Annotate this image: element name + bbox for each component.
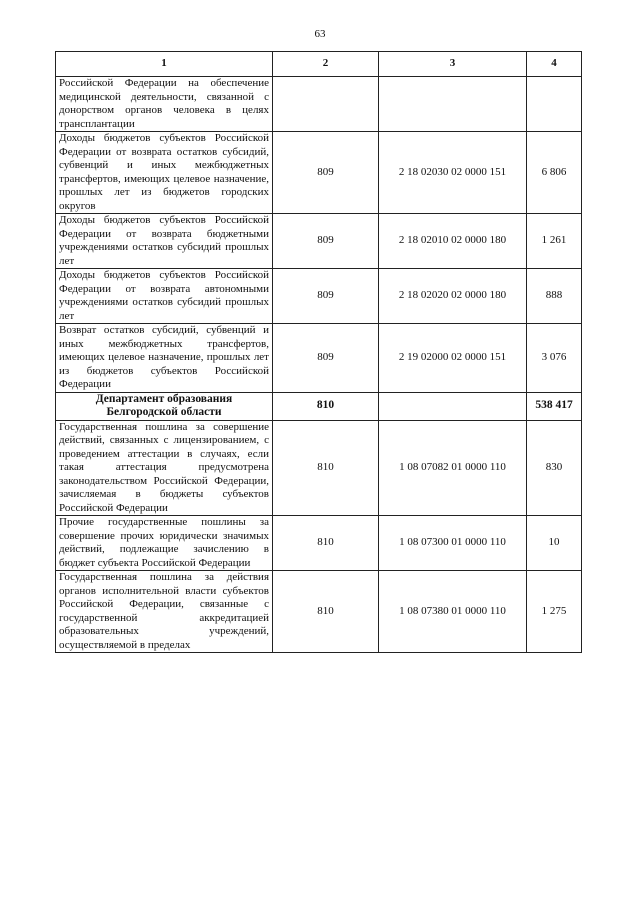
table-row (56, 324, 582, 393)
income-name: Доходы бюджетов субъектов Российской Федерации от возврата остатков субсидий, субвенций и иных межбюджетных трансфертов, имеющих целевое назначение, прошлых лет из бюджетов городских округов (56, 132, 273, 214)
revenue-table (55, 51, 582, 653)
admin-code: 809 (273, 324, 379, 393)
table-row (56, 571, 582, 653)
admin-code: 809 (273, 269, 379, 324)
table-row (56, 420, 582, 516)
budget-classification-code: 2 18 02010 02 0000 180 (379, 214, 527, 269)
table-row (56, 132, 582, 214)
budget-classification-code: 2 19 02000 02 0000 151 (379, 324, 527, 393)
admin-code: 810 (273, 420, 379, 516)
page-number: 63 (314, 28, 326, 40)
amount: 888 (527, 269, 582, 324)
budget-classification-code: 1 08 07300 01 0000 110 (379, 516, 527, 571)
admin-code: 810 (273, 392, 379, 420)
admin-code (273, 77, 379, 132)
table-row (56, 214, 582, 269)
table-row (56, 269, 582, 324)
amount: 830 (527, 420, 582, 516)
amount: 10 (527, 516, 582, 571)
income-name: Возврат остатков субсидий, субвенций и иных межбюджетных трансфертов, имеющих целевое назначение, прошлых лет из бюджетов субъектов Российской Федерации (56, 324, 273, 393)
admin-code: 810 (273, 571, 379, 653)
table-header-row (56, 52, 582, 77)
amount: 3 076 (527, 324, 582, 393)
budget-classification-code (379, 77, 527, 132)
column-header-4: 4 (527, 52, 582, 77)
income-name: Государственная пошлина за совершение действий, связанных с лицензированием, с проведением аттестации в случаях, если такая аттестация предусмотрена законодательством Российской Федерации, зачисляемая в бюджеты субъектов Российской Федерации (56, 420, 273, 516)
admin-code: 810 (273, 516, 379, 571)
income-name: Прочие государственные пошлины за совершение прочих юридически значимых действий, подлежащие зачислению в бюджет субъекта Российской Федерации (56, 516, 273, 571)
income-name: Доходы бюджетов субъектов Российской Федерации от возврата бюджетными учреждениями остатков субсидий прошлых лет (56, 214, 273, 269)
admin-code: 809 (273, 132, 379, 214)
column-header-2: 2 (273, 52, 379, 77)
column-header-1: 1 (56, 52, 273, 77)
column-header-3: 3 (379, 52, 527, 77)
budget-classification-code: 2 18 02030 02 0000 151 (379, 132, 527, 214)
department-name: Департамент образования Белгородской области (56, 392, 273, 420)
table-row (56, 77, 582, 132)
admin-code: 809 (273, 214, 379, 269)
budget-classification-code: 2 18 02020 02 0000 180 (379, 269, 527, 324)
income-name: Российской Федерации на обеспечение медицинской деятельности, связанной с донорством органов человека в целях трансплантации (56, 77, 273, 132)
budget-classification-code: 1 08 07380 01 0000 110 (379, 571, 527, 653)
amount (527, 77, 582, 132)
table-row (56, 516, 582, 571)
amount: 6 806 (527, 132, 582, 214)
budget-classification-code (379, 392, 527, 420)
department-row (56, 392, 582, 420)
amount: 1 261 (527, 214, 582, 269)
budget-classification-code: 1 08 07082 01 0000 110 (379, 420, 527, 516)
income-name: Государственная пошлина за действия органов исполнительной власти субъектов Российской Федерации, связанные с государственной аккредитацией образовательных учреждений, осуществляемой в пределах (56, 571, 273, 653)
amount: 538 417 (527, 392, 582, 420)
amount: 1 275 (527, 571, 582, 653)
income-name: Доходы бюджетов субъектов Российской Федерации от возврата автономными учреждениями остатков субсидий прошлых лет (56, 269, 273, 324)
